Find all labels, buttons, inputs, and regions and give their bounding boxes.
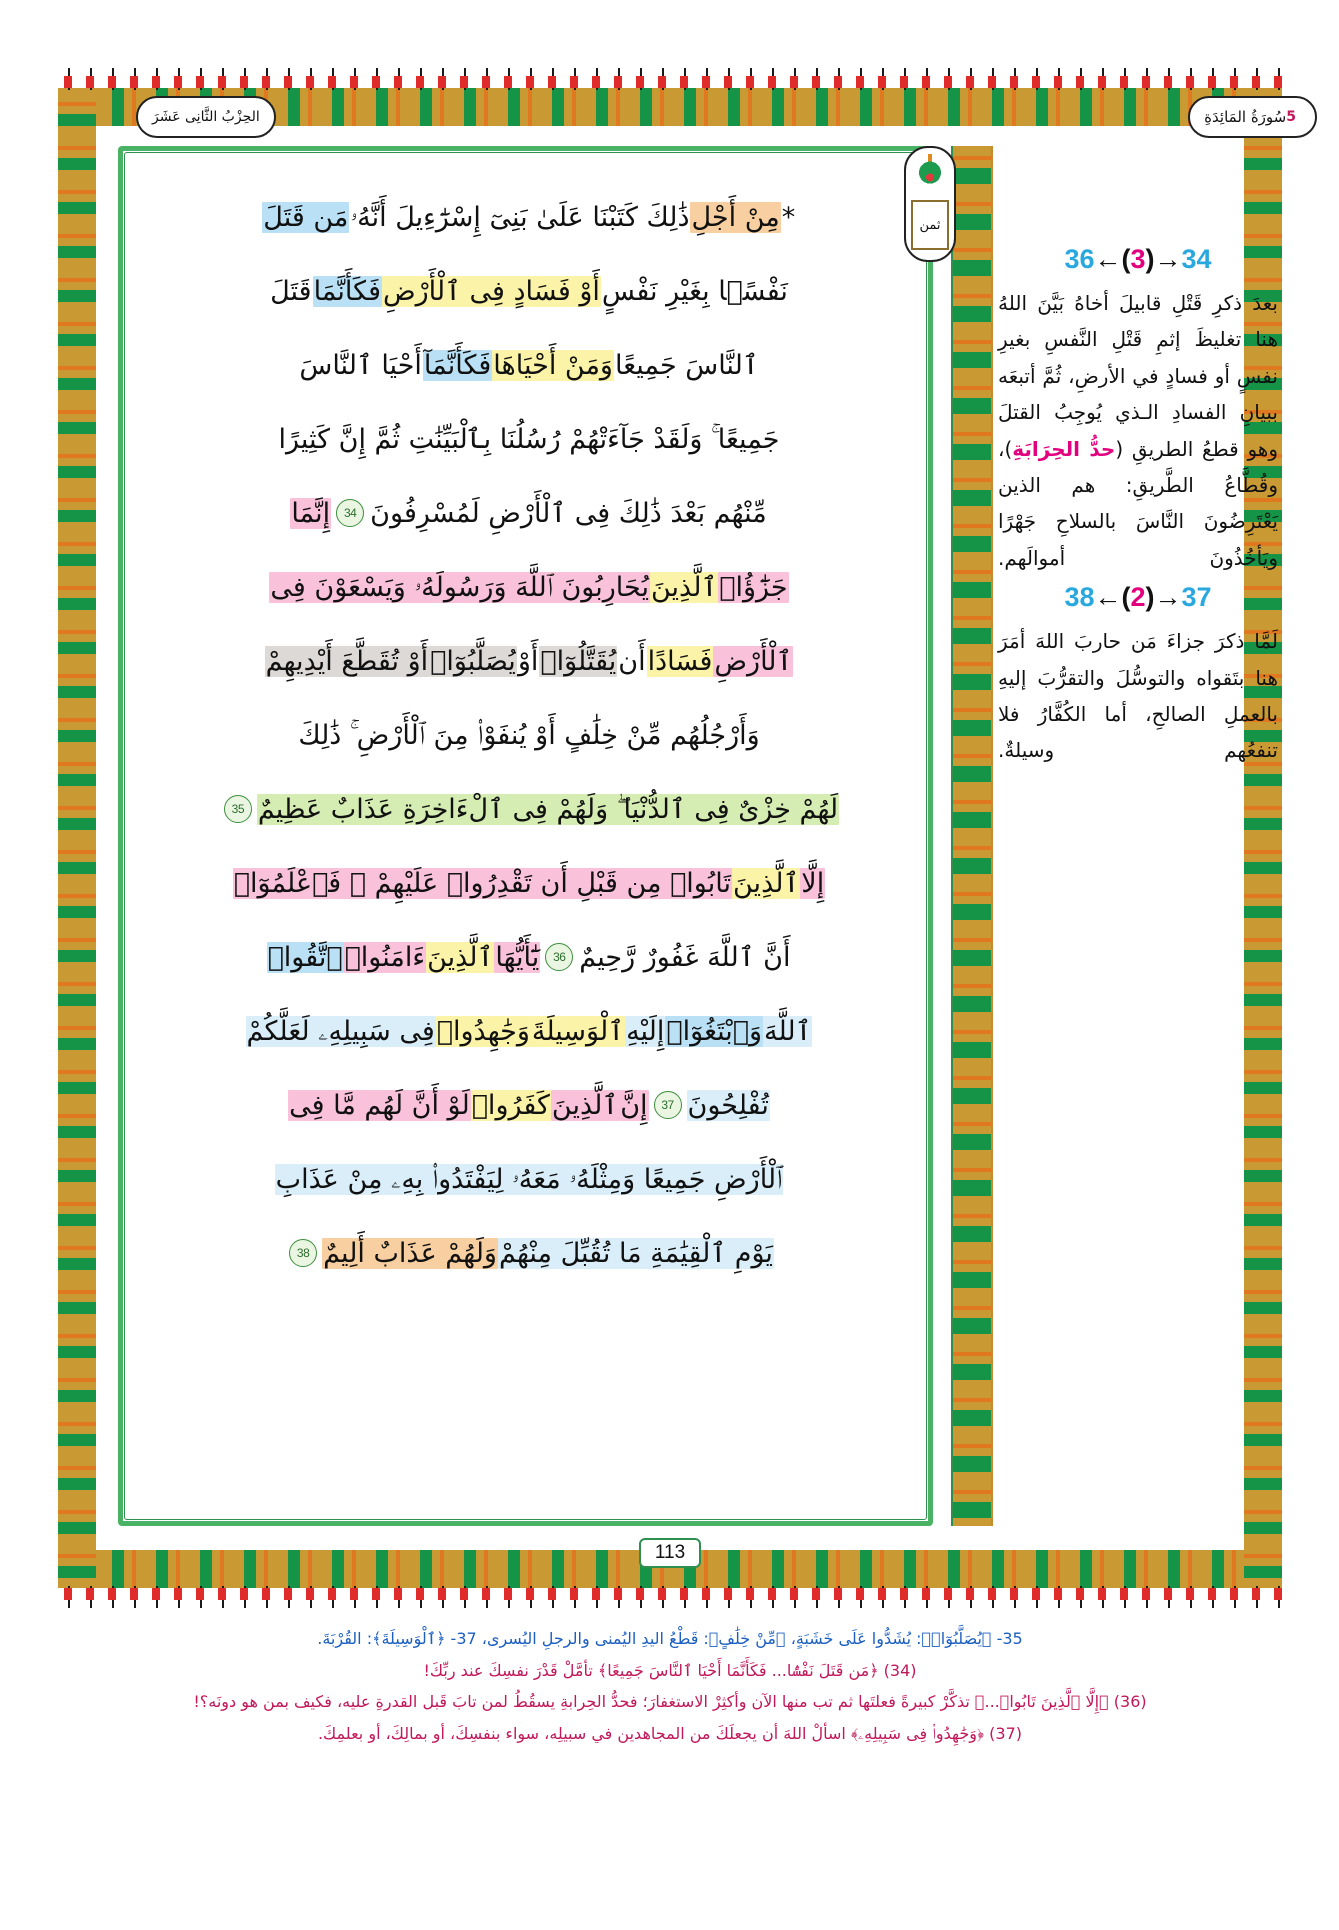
quran-text-segment: ٱلَّذِينَ: [551, 1089, 619, 1121]
quran-text-segment: لَهُمْ خِزْىٌ فِى ٱلدُّنْيَا ۖ وَلَهُمْ فِى ٱلْءَاخِرَةِ عَذَابٌ عَظِيمٌ: [257, 793, 839, 825]
mushaf-line: [146, 476, 912, 550]
arrow-right-icon: )→: [1145, 244, 1182, 274]
footnote-line: (37) ﴿وَجَٰهِدُوا۟ فِى سَبِيلِهِۦ﴾ اسألْ اللهَ أن يجعلَكَ من المجاهدين في سبيلِه، سواء بنفسِكَ، أو بمالِكَ، أو بعلمِكَ.: [317, 1723, 1023, 1743]
quran-text-segment: فَكَأَنَّمَا: [313, 275, 381, 307]
quran-text-segment: ءَامَنُوا۟: [344, 941, 426, 973]
quran-text-segment: فِى سَبِيلِهِۦ لَعَلَّكُمْ: [246, 1015, 435, 1047]
ayah-number-marker: 37: [654, 1091, 682, 1119]
quran-text-segment: وَجَٰهِدُوا۟: [436, 1015, 530, 1047]
mushaf-text-area: [130, 158, 928, 1514]
mushaf-line: [146, 254, 912, 328]
mushaf-line: [146, 624, 912, 698]
quran-text-segment: إِلَّا: [801, 867, 825, 899]
page-number: 113: [639, 1538, 701, 1568]
quran-text-segment: ٱلْوَسِيلَةَ: [531, 1015, 625, 1047]
footnote-line: (36) ﴿إِلَّا ٱلَّذِينَ تَابُوا۟...﴾ تذكَّرْ كبيرةً فعلتَها ثم تب منها الآن وأكثِرْ الاستغفارَ؛ فحدُّ الحِرابةِ يسقُطُ لمن تابَ قَبل القدرةِ عليه، فكيف بمن هو دونَه؟!: [193, 1692, 1147, 1712]
thumun-label: ثمن: [911, 200, 949, 250]
mushaf-line: [146, 920, 912, 994]
quran-text-segment: أَنَّ ٱللَّهَ غَفُورٌ رَّحِيمٌ: [579, 941, 791, 973]
quran-text-segment: تَابُوا۟ مِن قَبْلِ أَن تَقْدِرُوا۟ عَلَيْهِمْ ۖ فَٱعْلَمُوٓا۟: [233, 867, 731, 899]
tafsir-column: [998, 238, 1278, 1528]
arrow-left-icon: ←(: [1094, 244, 1131, 274]
quran-text-segment: إِنَّمَا: [291, 497, 331, 529]
quran-text-segment: إِنَّ: [620, 1089, 648, 1121]
quran-text-segment: مَن قَتَلَ: [263, 201, 349, 233]
frame-spike-dots-top: [58, 76, 1282, 88]
column-divider-ornament: [951, 146, 993, 1526]
footnote-line: (34) ﴿مَن قَتَلَ نَفْسًۢا... فَكَأَنَّمَا أَحْيَا ٱلنَّاسَ جَمِيعًا﴾ تأمَّلْ قَدْرَ نفسِكَ عند ربِّكَ!: [423, 1660, 917, 1680]
mushaf-line: [146, 180, 912, 254]
quran-text-segment: ٱللَّهَ: [764, 1015, 812, 1047]
page-number-container: [58, 1538, 1282, 1568]
tafsir-paragraph: [998, 623, 1278, 769]
hizb-label: الحِزْبُ الثَّانِى عَشَرَ: [152, 109, 260, 125]
quran-text-segment: تُفْلِحُونَ: [687, 1089, 769, 1121]
mushaf-line: [146, 698, 912, 772]
quran-text-segment: فَسَادًا: [647, 645, 713, 677]
mushaf-line: [146, 994, 912, 1068]
quran-text-segment: فَكَأَنَّمَآ: [423, 349, 492, 381]
quran-text-segment: يُقَتَّلُوٓا۟: [540, 645, 617, 677]
quran-text-segment: ذَٰلِكَ كَتَبْنَا عَلَىٰ بَنِىٓ إِسْرَٰٓءِيلَ أَنَّهُۥ: [350, 201, 690, 233]
quran-text-segment: مِّنْهُم بَعْدَ ذَٰلِكَ فِى ٱلْأَرْضِ لَمُسْرِفُونَ: [370, 497, 767, 529]
quran-text-segment: ٱلْأَرْضِ: [714, 645, 793, 677]
mushaf-line: [146, 846, 912, 920]
mushaf-line: [146, 550, 912, 624]
tafsir-range-end: 36: [1064, 244, 1095, 274]
thumun-marker: [904, 146, 956, 262]
quran-text-segment: وَمَنْ أَحْيَاهَا: [493, 349, 613, 381]
mushaf-line: [146, 1068, 912, 1142]
quran-text-segment: مِنْ أَجْلِ: [691, 201, 780, 233]
tafsir-paragraph: [998, 285, 1278, 576]
quran-text-segment: وَأَرْجُلُهُم مِّنْ خِلَٰفٍ أَوْ يُنفَوْا۟ مِنَ ٱلْأَرْضِ ۚ ذَٰلِكَ: [298, 719, 760, 751]
quran-text-segment: لَوْ أَنَّ لَهُم مَّا فِى: [289, 1089, 470, 1121]
tafsir-range-start: 34: [1181, 244, 1212, 274]
surah-name: سُورَةُ المَائِدَةِ: [1204, 108, 1287, 126]
quran-text-segment: وَٱبْتَغُوٓا۟: [666, 1015, 763, 1047]
tafsir-text: بعدَ ذكرِ قَتْلِ قابيلَ أخاهُ بَيَّنَ اللهُ هنا تغليظَ إثمِ قَتْلِ النَّفسِ بغيرِ نفسٍ أو فسادٍ في الأرضِ، ثُمَّ أتبعَه ببيانِ الفسادِ الـذي يُوجِبُ القتلَ وهو قطعُ الطريقِ (: [998, 291, 1278, 461]
page-border-frame: [58, 88, 1282, 1588]
quran-text-segment: أَوْ: [517, 645, 539, 677]
surah-name-cartouche: [1188, 96, 1317, 138]
quran-text-segment: إِلَيْهِ: [626, 1015, 665, 1047]
quran-text-segment: أَوْ تُقَطَّعَ أَيْدِيهِمْ: [265, 645, 429, 677]
tafsir-verse-range-header: [998, 582, 1278, 613]
quran-text-segment: جَمِيعًا ۚ وَلَقَدْ جَآءَتْهُمْ رُسُلُنَا بِٱلْبَيِّنَٰتِ ثُمَّ إِنَّ كَثِيرًا: [278, 423, 780, 455]
footnote-line: 35- ﴿يُصَلَّبُوٓا۟﴾: يُشَدُّوا عَلَى خَشَبَةٍ، ﴿مِّنْ خِلَٰفٍ﴾: قَطْعُ اليدِ اليُمنى والرجلِ اليُسرى، 37- ﴿ٱلْوَسِيلَةَ﴾: القُرْبَةَ.: [317, 1629, 1023, 1648]
mushaf-line: [146, 402, 912, 476]
footnotes-area: [62, 1620, 1278, 1752]
quran-text-segment: وَلَهُمْ عَذَابٌ أَلِيمٌ: [323, 1237, 497, 1269]
frame-spike-dots-bottom: [58, 1588, 1282, 1600]
tafsir-group-count: 2: [1130, 582, 1146, 613]
frame-band-left: [58, 88, 96, 1588]
quran-text-segment: يُحَارِبُونَ ٱللَّهَ وَرَسُولَهُۥ وَيَسْعَوْنَ فِى: [270, 571, 649, 603]
quran-text-segment: أَن: [618, 645, 646, 677]
ayah-number-marker: 35: [224, 795, 252, 823]
quran-text-segment: قَتَلَ: [270, 275, 312, 307]
tafsir-group-count: 3: [1130, 244, 1146, 274]
quran-text-segment: ٱلَّذِينَ: [427, 941, 494, 973]
mushaf-line: [146, 1142, 912, 1216]
quran-text-segment: يَوْمِ ٱلْقِيَٰمَةِ مَا تُقُبِّلَ مِنْهُمْ: [498, 1237, 773, 1269]
quran-text-segment: كَفَرُوا۟: [471, 1089, 550, 1121]
quran-text-segment: ٱلَّذِينَ: [650, 571, 718, 603]
tafsir-range-start: 37: [1181, 582, 1212, 613]
tafsir-text: لَمَّا ذكرَ جزاءَ مَن حاربَ اللهَ أمَرَ هنا بتَقواه والتوسُّلَ والتقرُّبَ إليهِ بالعملِ الصالحِ، أما الكُفَّارُ فلا تنفعُهم وسيلةٌ.: [998, 629, 1278, 763]
quran-text-segment: يَٰٓأَيُّهَا: [495, 941, 540, 973]
quran-text-segment: جَزَٰٓؤُا۟: [719, 571, 788, 603]
tafsir-verse-range-header: [998, 244, 1278, 275]
tafsir-highlight-term: حدُّ الحِرَابَةِ: [1012, 436, 1116, 461]
tafsir-range-end: 38: [1064, 582, 1095, 613]
quran-text-segment: *: [781, 201, 795, 233]
quran-text-segment: يُصَلَّبُوٓا۟: [430, 645, 516, 677]
mushaf-line: [146, 772, 912, 846]
hizb-cartouche: [136, 96, 276, 138]
arrow-left-icon: ←(: [1094, 582, 1131, 613]
quran-text-segment: ٱلنَّاسَ جَمِيعًا: [614, 349, 759, 381]
quran-text-segment: ٱتَّقُوا۟: [267, 941, 343, 973]
mushaf-line: [146, 1216, 912, 1290]
quran-text-segment: أَوْ فَسَادٍ فِى ٱلْأَرْضِ: [382, 275, 600, 307]
thumun-crown-ornament: [917, 154, 943, 184]
quran-text-segment: ٱلَّذِينَ: [733, 867, 800, 899]
ayah-number-marker: 34: [336, 499, 364, 527]
mushaf-line: [146, 328, 912, 402]
surah-number: 5: [1286, 109, 1296, 125]
ayah-number-marker: 36: [545, 943, 573, 971]
quran-text-segment: نَفْسًۢا بِغَيْرِ نَفْسٍ: [601, 275, 788, 307]
ayah-number-marker: 38: [289, 1239, 317, 1267]
quran-text-segment: ٱلْأَرْضِ جَمِيعًا وَمِثْلَهُۥ مَعَهُۥ لِيَفْتَدُوا۟ بِهِۦ مِنْ عَذَابِ: [275, 1163, 783, 1195]
arrow-right-icon: )→: [1145, 582, 1182, 613]
quran-text-segment: أَحْيَا ٱلنَّاسَ: [299, 349, 422, 381]
tafsir-text: )، وقُطَّاعُ الطَّريقِ: هم الذين يَعْتَرِضُونَ النَّاسَ بالسلاحِ جَهْرًا ويَأخُذُونَ أموالَهم.: [998, 436, 1278, 570]
